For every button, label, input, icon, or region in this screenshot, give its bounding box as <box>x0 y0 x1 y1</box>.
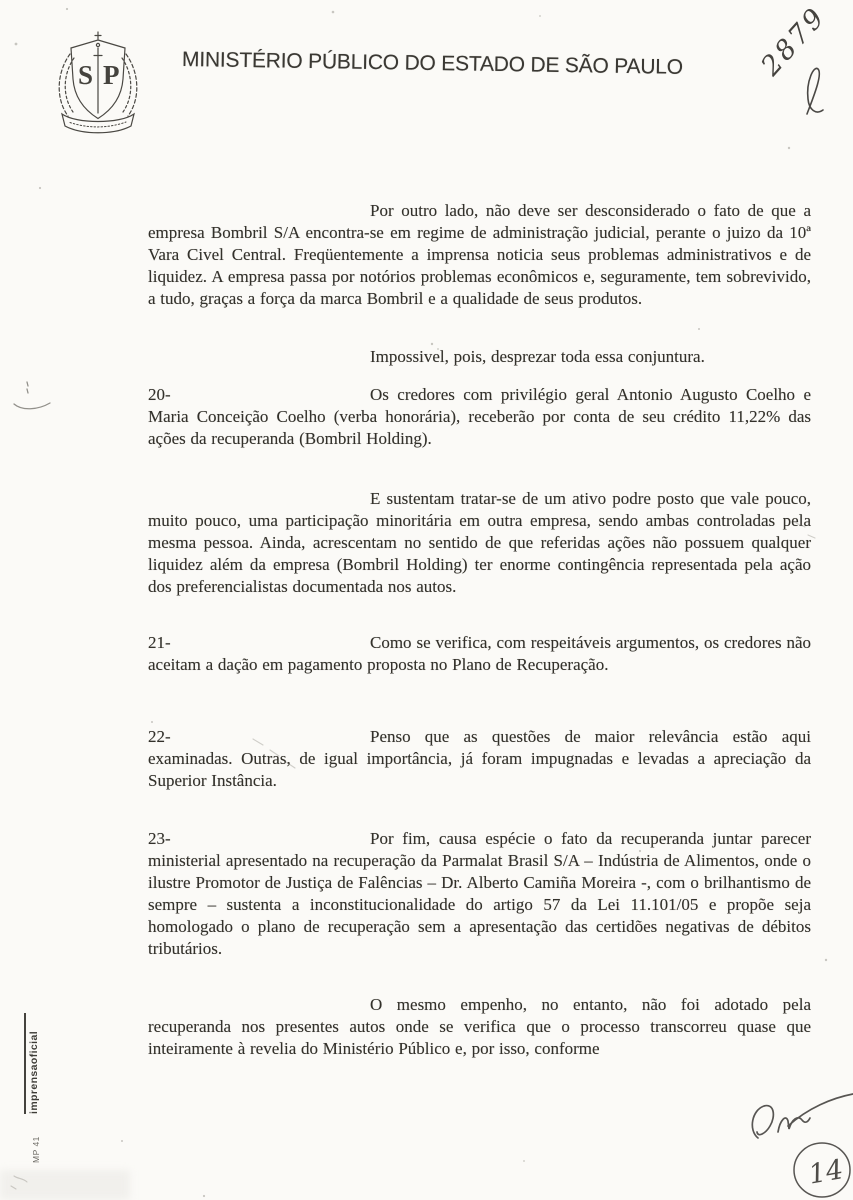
form-code-stamp: MP 41 <box>31 1136 41 1163</box>
paragraph-number: 21- <box>148 633 171 652</box>
document-body <box>148 200 811 1060</box>
paragraph-number: 22- <box>148 727 171 746</box>
sao-paulo-coat-of-arms-seal <box>48 26 148 138</box>
handwritten-rubric-and-page-number <box>742 1086 853 1200</box>
paragraph-text: Penso que as questões de maior relevância estão aqui examinadas. Outras, de igual importância, já foram impugnadas e levadas a apreciação da Superior Instância. <box>148 727 811 790</box>
imprensa-bracket-line <box>24 1013 26 1114</box>
paragraph <box>148 726 811 792</box>
paragraph <box>148 488 811 598</box>
paragraph-text: Por fim, causa espécie o fato da recuperanda juntar parecer ministerial apresentado na recuperação da Parmalat Brasil S/A – Indústria de Alimentos, onde o ilustre Promotor de Justiça de Falências – Dr. Alberto Camiña Moreira -, com o brilhantismo de sempre – sustenta a inconstitucionalidade do artigo 57 da Lei 11.101/05 e propõe seja homologado o plano de recuperação sem a apresentação das certidões negativas de débitos tributários. <box>148 829 811 958</box>
paragraph <box>148 384 811 450</box>
document-header-title: MINISTÉRIO PÚBLICO DO ESTADO DE SÃO PAULO <box>181 48 684 79</box>
imprensa-oficial-logo: imprensaoficial <box>28 1030 40 1114</box>
paragraph <box>148 632 811 676</box>
paragraph-text: Por outro lado, não deve ser desconsiderado o fato de que a empresa Bombril S/A encontra-se em regime de administração judicial, perante o juizo da 10ª Vara Civel Central. Freqüentemente a imprensa noticia seus problemas administrativos e de liquidez. A empresa passa por notórios problemas econômicos e, seguramente, tem sobrevivido, a tudo, graças a força da marca Bombril e a qualidade de seus produtos. <box>148 201 811 308</box>
paragraph-number: 23- <box>148 829 171 848</box>
paragraph-number: 20- <box>148 385 171 404</box>
paragraph-text: E sustentam tratar-se de um ativo podre posto que vale pouco, muito pouco, uma participação minoritária em outra empresa, sendo ambas controladas pela mesma pessoa. Ainda, acrescentam no sentido de que referidas ações não possuem qualquer liquidez além da empresa (Bombril Holding) ter enorme contingência representada pela ação dos preferencialistas documentada nos autos. <box>148 489 811 596</box>
paragraph <box>148 346 811 368</box>
paragraph <box>148 994 811 1060</box>
paragraph-text: Como se verifica, com respeitáveis argumentos, os credores não aceitam a dação em pagamento proposta no Plano de Recuperação. <box>148 633 811 674</box>
scan-corner-shading <box>0 1170 130 1200</box>
paragraph-text: Impossivel, pois, desprezar toda essa conjuntura. <box>370 347 705 366</box>
handwritten-page-number: 14 <box>806 1154 846 1191</box>
handwritten-folio-number: 2879 <box>755 1 833 82</box>
margin-pen-mark <box>10 372 60 417</box>
paragraph <box>148 828 811 960</box>
handwritten-flourish-mark <box>797 64 833 120</box>
paragraph-text: Os credores com privilégio geral Antonio Augusto Coelho e Maria Conceição Coelho (verba honorária), receberão por conta de seu crédito 11,22% das ações da recuperanda (Bombril Holding). <box>148 385 811 448</box>
paragraph-text: O mesmo empenho, no entanto, não foi adotado pela recuperanda nos presentes autos onde se verifica que o processo transcorreu quase que inteiramente à revelia do Ministério Público e, por isso, conforme <box>148 995 811 1058</box>
seal-letter-p: P <box>103 60 120 90</box>
seal-letter-s: S <box>78 60 94 90</box>
paragraph <box>148 200 811 310</box>
